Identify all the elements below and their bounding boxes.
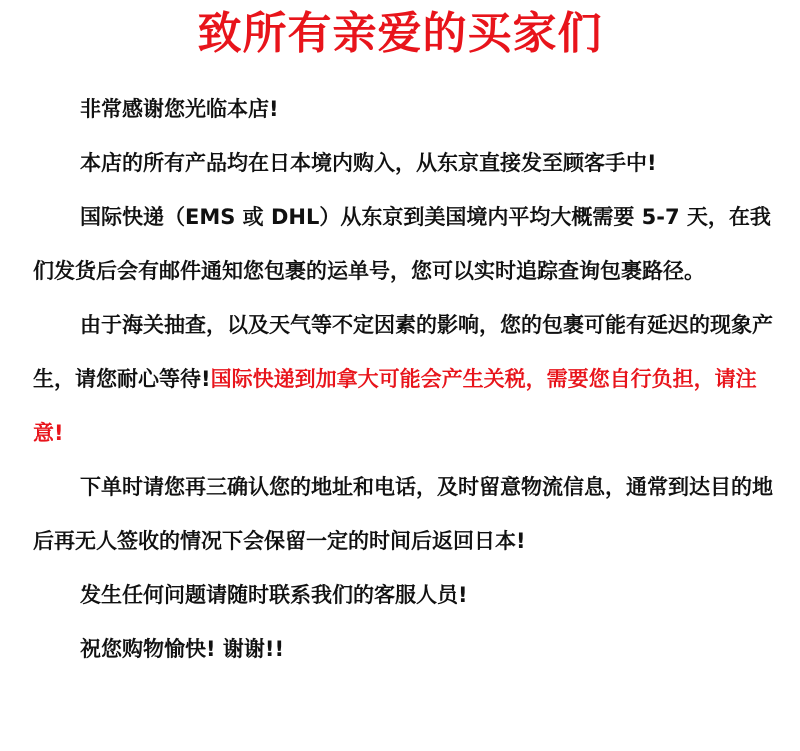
tariff-warning-text: 国际快递到加拿大可能会产生关税，需要您自行负担，请注意! [33,367,757,445]
shipping-paragraph: 国际快递（EMS 或 DHL）从东京到美国境内平均大概需要 5-7 天，在我们发货后会有邮件通知您包裹的运单号，您可以实时追踪查询包裹路径。 [33,205,771,283]
customs-paragraph [33,298,773,460]
sourcing-paragraph: 本店的所有产品均在日本境内购入，从东京直接发至顾客手中! [80,151,657,175]
contact-paragraph: 发生任何问题请随时联系我们的客服人员! [80,583,468,607]
address-paragraph: 下单时请您再三确认您的地址和电话，及时留意物流信息，通常到达目的地后再无人签收的情况下会保留一定的时间后返回日本! [33,475,773,553]
notice-title: 致所有亲爱的买家们 [197,8,603,59]
closing-paragraph: 祝您购物愉快! 谢谢!! [80,637,285,661]
notice-body [33,82,773,676]
greeting-paragraph: 非常感谢您光临本店! [80,97,279,121]
customs-delay-text: 由于海关抽查，以及天气等不定因素的影响，您的包裹可能有延迟的现象产生，请您耐心等待! [33,313,773,391]
